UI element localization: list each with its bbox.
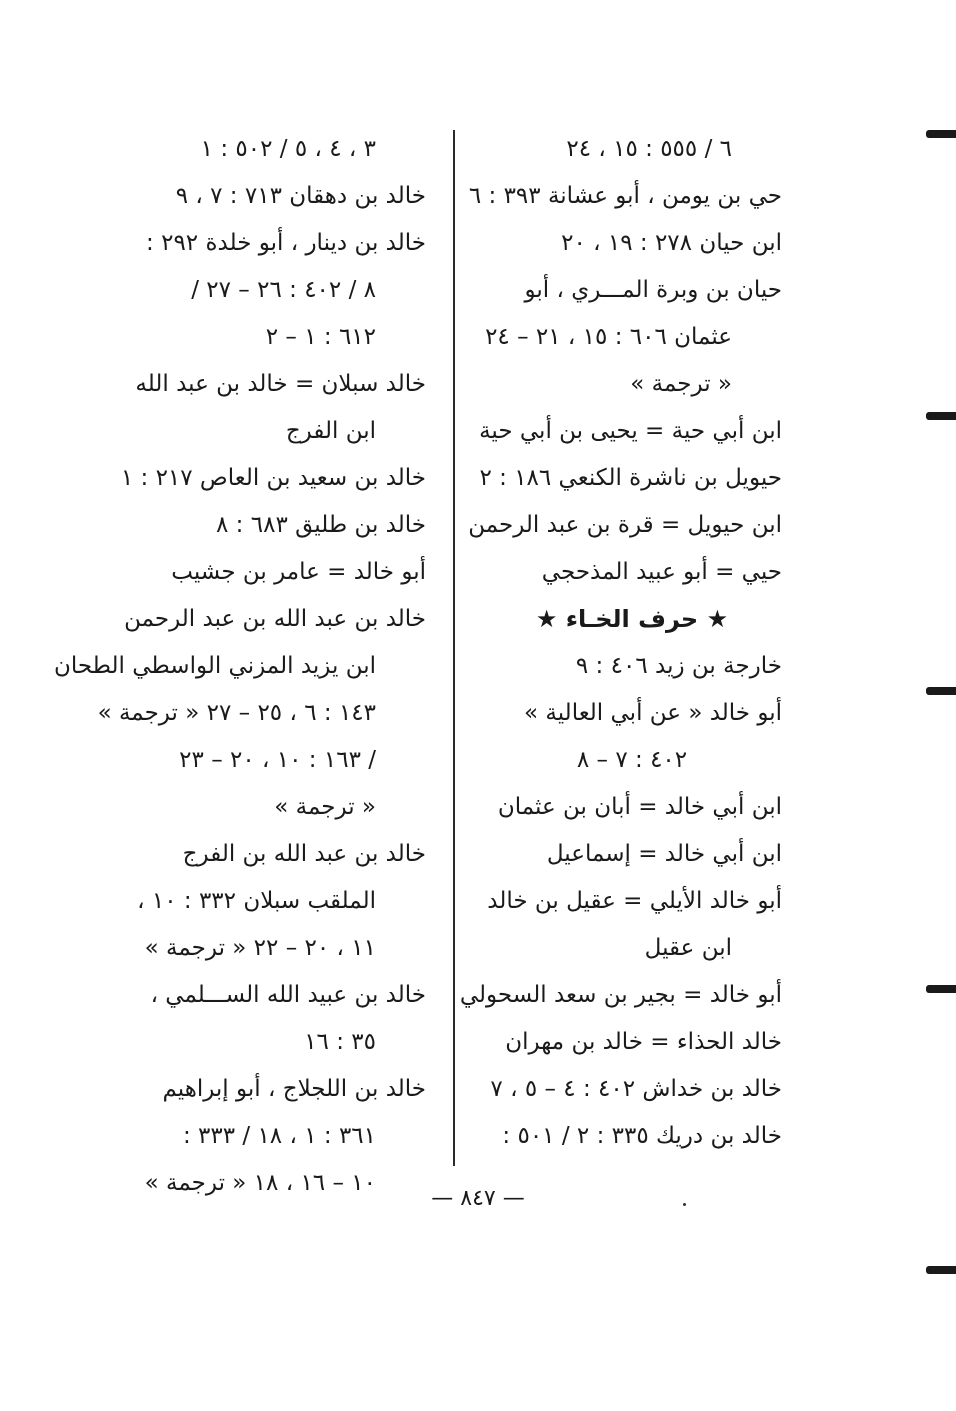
index-entry-line: الملقب سبلان ٣٣٢ : ١٠ ، bbox=[137, 888, 376, 914]
index-entry-line: خالد بن عبد الله بن عبد الرحمن bbox=[124, 606, 426, 632]
index-entry-line: خالد بن عبيد الله الســـلمي ، bbox=[150, 982, 426, 1008]
index-entry-line: عثمان ٦٠٦ : ١٥ ، ٢١ – ٢٤ bbox=[485, 324, 732, 350]
index-entry-line: ابن أبي خالد = إسماعيل bbox=[546, 841, 782, 867]
index-entry-line: ابن أبي حية = يحيى بن أبي حية bbox=[479, 418, 782, 444]
index-entry-line: حيان بن وبرة المـــري ، أبو bbox=[524, 277, 782, 303]
index-entry-line: « ترجمة » bbox=[630, 371, 732, 397]
index-entry-line: أبو خالد = بجير بن سعد السحولي bbox=[459, 982, 782, 1008]
margin-mark bbox=[926, 1266, 956, 1274]
margin-mark bbox=[926, 985, 956, 993]
index-entry-line: خالد بن دريك ٣٣٥ : ٢ / ٥٠١ : bbox=[502, 1123, 782, 1149]
index-entry-line: خالد بن عبد الله بن الفرج bbox=[182, 841, 426, 867]
index-entry-line: ابن حيويل = قرة بن عبد الرحمن bbox=[468, 512, 782, 538]
index-entry-line: خالد بن سعيد بن العاص ٢١٧ : ١ bbox=[120, 465, 426, 491]
column-divider bbox=[453, 130, 455, 1166]
index-entry-line: خالد سبلان = خالد بن عبد الله bbox=[135, 371, 426, 397]
index-entry-line: حيي = أبو عبيد المذحجي bbox=[541, 559, 782, 585]
index-entry-line: ١٤٣ : ٦ ، ٢٥ – ٢٧ « ترجمة » bbox=[97, 700, 376, 726]
index-entry-line: ابن حيان ٢٧٨ : ١٩ ، ٢٠ bbox=[561, 230, 782, 256]
index-entry-line: ٦ / ٥٥٥ : ١٥ ، ٢٤ bbox=[566, 136, 732, 162]
index-entry-line: أبو خالد الأيلي = عقيل بن خالد bbox=[487, 888, 782, 914]
index-entry-line: ابن الفرج bbox=[285, 418, 376, 444]
index-entry-line: ابن أبي خالد = أبان بن عثمان bbox=[497, 794, 782, 820]
index-entry-line: خالد بن اللجلاج ، أبو إبراهيم bbox=[162, 1076, 426, 1102]
index-entry-line: ٦١٢ : ١ – ٢ bbox=[265, 324, 376, 350]
index-entry-line: أبو خالد « عن أبي العالية » bbox=[524, 700, 782, 726]
dot-mark bbox=[683, 1203, 686, 1206]
index-entry-line: ٣ ، ٤ ، ٥ / ٥٠٢ : ١ bbox=[200, 136, 376, 162]
section-heading: ★ حرف الخـاء ★ bbox=[535, 605, 729, 633]
index-entry-line: ٣٦١ : ١ ، ١٨ / ٣٣٣ : bbox=[182, 1123, 376, 1149]
index-entry-line: خالد بن دهقان ٧١٣ : ٧ ، ٩ bbox=[175, 183, 426, 209]
index-entry-line: خارجة بن زيد ٤٠٦ : ٩ bbox=[575, 653, 782, 679]
index-entry-line: أبو خالد = عامر بن جشيب bbox=[171, 559, 426, 585]
index-column-left bbox=[53, 126, 426, 1207]
index-entry-line: حي بن يومن ، أبو عشانة ٣٩٣ : ٦ bbox=[468, 183, 782, 209]
index-entry-line: ابن عقيل bbox=[644, 935, 732, 961]
index-entry-line: ابن يزيد المزني الواسطي الطحان bbox=[53, 653, 376, 679]
index-entry-line: خالد بن دينار ، أبو خلدة ٢٩٢ : bbox=[146, 230, 426, 256]
margin-mark bbox=[926, 412, 956, 420]
index-entry-line: خالد بن خداش ٤٠٢ : ٤ – ٥ ، ٧ bbox=[490, 1076, 782, 1102]
margin-mark bbox=[926, 130, 956, 138]
index-entry-line: حيويل بن ناشرة الكنعي ١٨٦ : ٢ bbox=[479, 465, 782, 491]
index-entry-line: ١١ ، ٢٠ – ٢٢ « ترجمة » bbox=[144, 935, 376, 961]
index-column-right bbox=[459, 126, 782, 1160]
index-entry-line: خالد بن طليق ٦٨٣ : ٨ bbox=[216, 512, 426, 538]
margin-mark bbox=[926, 687, 956, 695]
index-entry-line: ٣٥ : ١٦ bbox=[304, 1029, 376, 1055]
index-entry-line: ١٠ – ١٦ ، ١٨ « ترجمة » bbox=[144, 1170, 376, 1196]
index-entry-line: / ١٦٣ : ١٠ ، ٢٠ – ٢٣ bbox=[179, 747, 376, 773]
index-entry-line: ٨ / ٤٠٢ : ٢٦ – ٢٧ / bbox=[191, 277, 376, 303]
page-number: — ٨٤٧ — bbox=[431, 1186, 525, 1211]
index-entry-line: « ترجمة » bbox=[274, 794, 376, 820]
index-entry-line: خالد الحذاء = خالد بن مهران bbox=[505, 1029, 782, 1055]
index-entry-line: ٤٠٢ : ٧ – ٨ bbox=[576, 747, 688, 773]
